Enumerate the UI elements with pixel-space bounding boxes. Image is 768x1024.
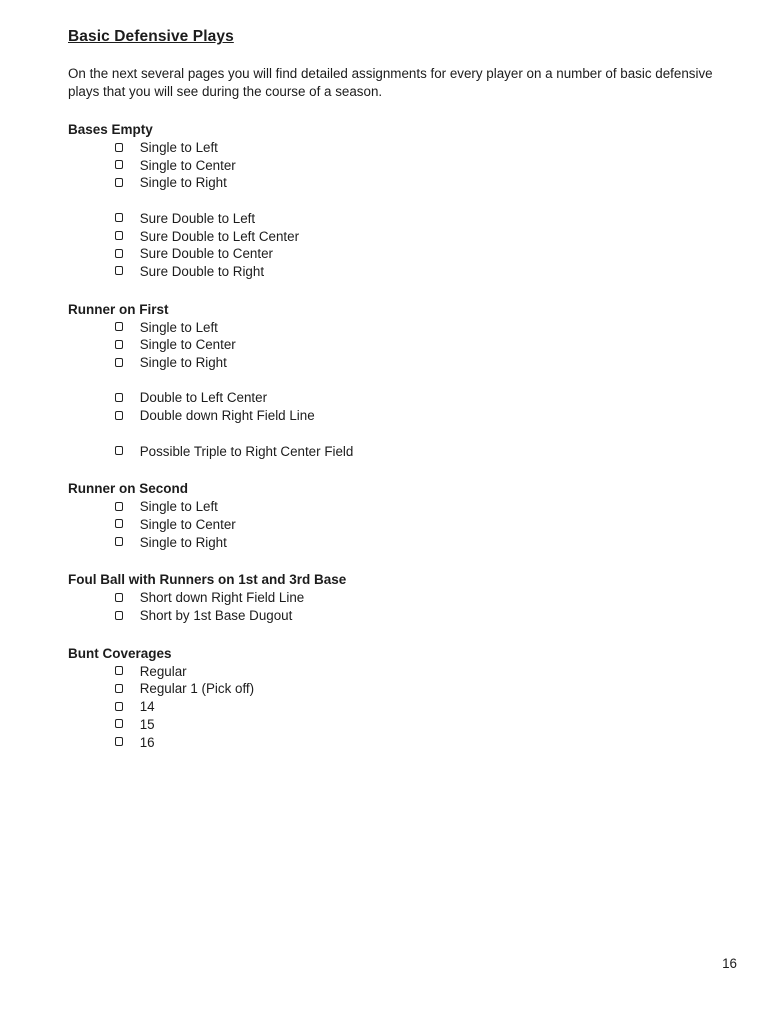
- list-item: [115, 698, 724, 716]
- list-item: [115, 607, 724, 625]
- item-group: [68, 319, 724, 372]
- list-item: [115, 139, 724, 157]
- square-checkbox-icon: [115, 411, 123, 420]
- list-item: [115, 210, 724, 228]
- list-item: [115, 498, 724, 516]
- square-checkbox-icon: [115, 322, 123, 331]
- list-item-label: Single to Left: [139, 140, 218, 155]
- list-item: [115, 157, 724, 175]
- play-section: [68, 571, 724, 624]
- list-item-label: Regular: [139, 663, 187, 679]
- square-checkbox-icon: [115, 358, 123, 367]
- list-item-label: Single to Right: [139, 175, 227, 191]
- square-checkbox-icon: [115, 231, 123, 240]
- item-group: [68, 139, 724, 192]
- square-checkbox-icon: [115, 178, 123, 187]
- section-heading: Bases Empty: [68, 122, 153, 137]
- list-item-label: Short by 1st Base Dugout: [139, 608, 293, 624]
- intro-paragraph: On the next several pages you will find detailed assignments for every player on a number of basic defensive plays that you will see during the course of a season.: [68, 66, 713, 99]
- square-checkbox-icon: [115, 666, 123, 675]
- list-item-label: Single to Left: [139, 319, 218, 335]
- list-item-label: 16: [139, 734, 155, 750]
- play-section: [68, 301, 724, 461]
- square-checkbox-icon: [115, 340, 123, 349]
- list-item: [115, 389, 724, 407]
- play-section: [68, 645, 724, 752]
- square-checkbox-icon: [115, 537, 123, 546]
- section-heading: Runner on First: [68, 301, 169, 317]
- square-checkbox-icon: [115, 213, 123, 222]
- section-heading: Runner on Second: [68, 481, 189, 497]
- square-checkbox-icon: [115, 684, 123, 693]
- list-item: [115, 716, 724, 734]
- list-item: [115, 516, 724, 534]
- list-item: [115, 663, 724, 681]
- list-item: [115, 680, 724, 698]
- list-item: [115, 354, 724, 372]
- square-checkbox-icon: [115, 143, 123, 152]
- list-item-label: Double to Left Center: [139, 390, 268, 406]
- square-checkbox-icon: [115, 160, 123, 169]
- list-item-label: Sure Double to Right: [139, 263, 265, 279]
- item-group: [68, 210, 724, 281]
- page-number: 16: [722, 956, 737, 971]
- square-checkbox-icon: [115, 249, 123, 258]
- list-item: [115, 734, 724, 752]
- list-item-label: Single to Center: [139, 337, 236, 353]
- list-item-label: Possible Triple to Right Center Field: [139, 443, 354, 459]
- list-item-label: Single to Center: [139, 516, 236, 532]
- list-item-label: Sure Double to Left: [139, 210, 256, 226]
- list-item: [115, 245, 724, 263]
- list-item: [115, 174, 724, 192]
- item-group: [68, 443, 724, 461]
- square-checkbox-icon: [115, 266, 123, 275]
- square-checkbox-icon: [115, 702, 123, 711]
- list-item: [115, 319, 724, 337]
- sections-container: [68, 121, 724, 751]
- play-section: [68, 121, 724, 281]
- list-item-label: Single to Right: [139, 534, 227, 550]
- item-group: [68, 498, 724, 551]
- square-checkbox-icon: [115, 611, 123, 620]
- list-item: [115, 228, 724, 246]
- list-item: [115, 263, 724, 281]
- square-checkbox-icon: [115, 719, 123, 728]
- list-item-label: Sure Double to Center: [139, 246, 273, 262]
- list-item: [115, 534, 724, 552]
- list-item-label: Single to Right: [139, 355, 227, 371]
- square-checkbox-icon: [115, 737, 123, 746]
- list-item-label: Double down Right Field Line: [139, 408, 315, 424]
- list-item-label: Single to Center: [139, 157, 236, 173]
- list-item-label: 15: [139, 716, 155, 732]
- list-item: [115, 589, 724, 607]
- square-checkbox-icon: [115, 393, 123, 402]
- section-heading: Foul Ball with Runners on 1st and 3rd Base: [68, 572, 347, 588]
- list-item: [115, 336, 724, 354]
- item-group: [68, 589, 724, 624]
- page-title: Basic Defensive Plays: [68, 28, 234, 45]
- page-content: [68, 28, 724, 751]
- list-item-label: 14: [139, 699, 155, 715]
- list-item-label: Regular 1 (Pick off): [139, 681, 255, 697]
- list-item-label: Single to Left: [139, 499, 218, 515]
- list-item: [115, 443, 724, 461]
- section-heading: Bunt Coverages: [68, 645, 172, 661]
- list-item: [115, 407, 724, 425]
- play-section: [68, 480, 724, 551]
- square-checkbox-icon: [115, 519, 123, 528]
- item-group: [68, 389, 724, 424]
- list-item-label: Short down Right Field Line: [139, 590, 305, 606]
- square-checkbox-icon: [115, 446, 123, 455]
- square-checkbox-icon: [115, 593, 123, 602]
- list-item-label: Sure Double to Left Center: [139, 228, 300, 244]
- item-group: [68, 663, 724, 752]
- square-checkbox-icon: [115, 502, 123, 511]
